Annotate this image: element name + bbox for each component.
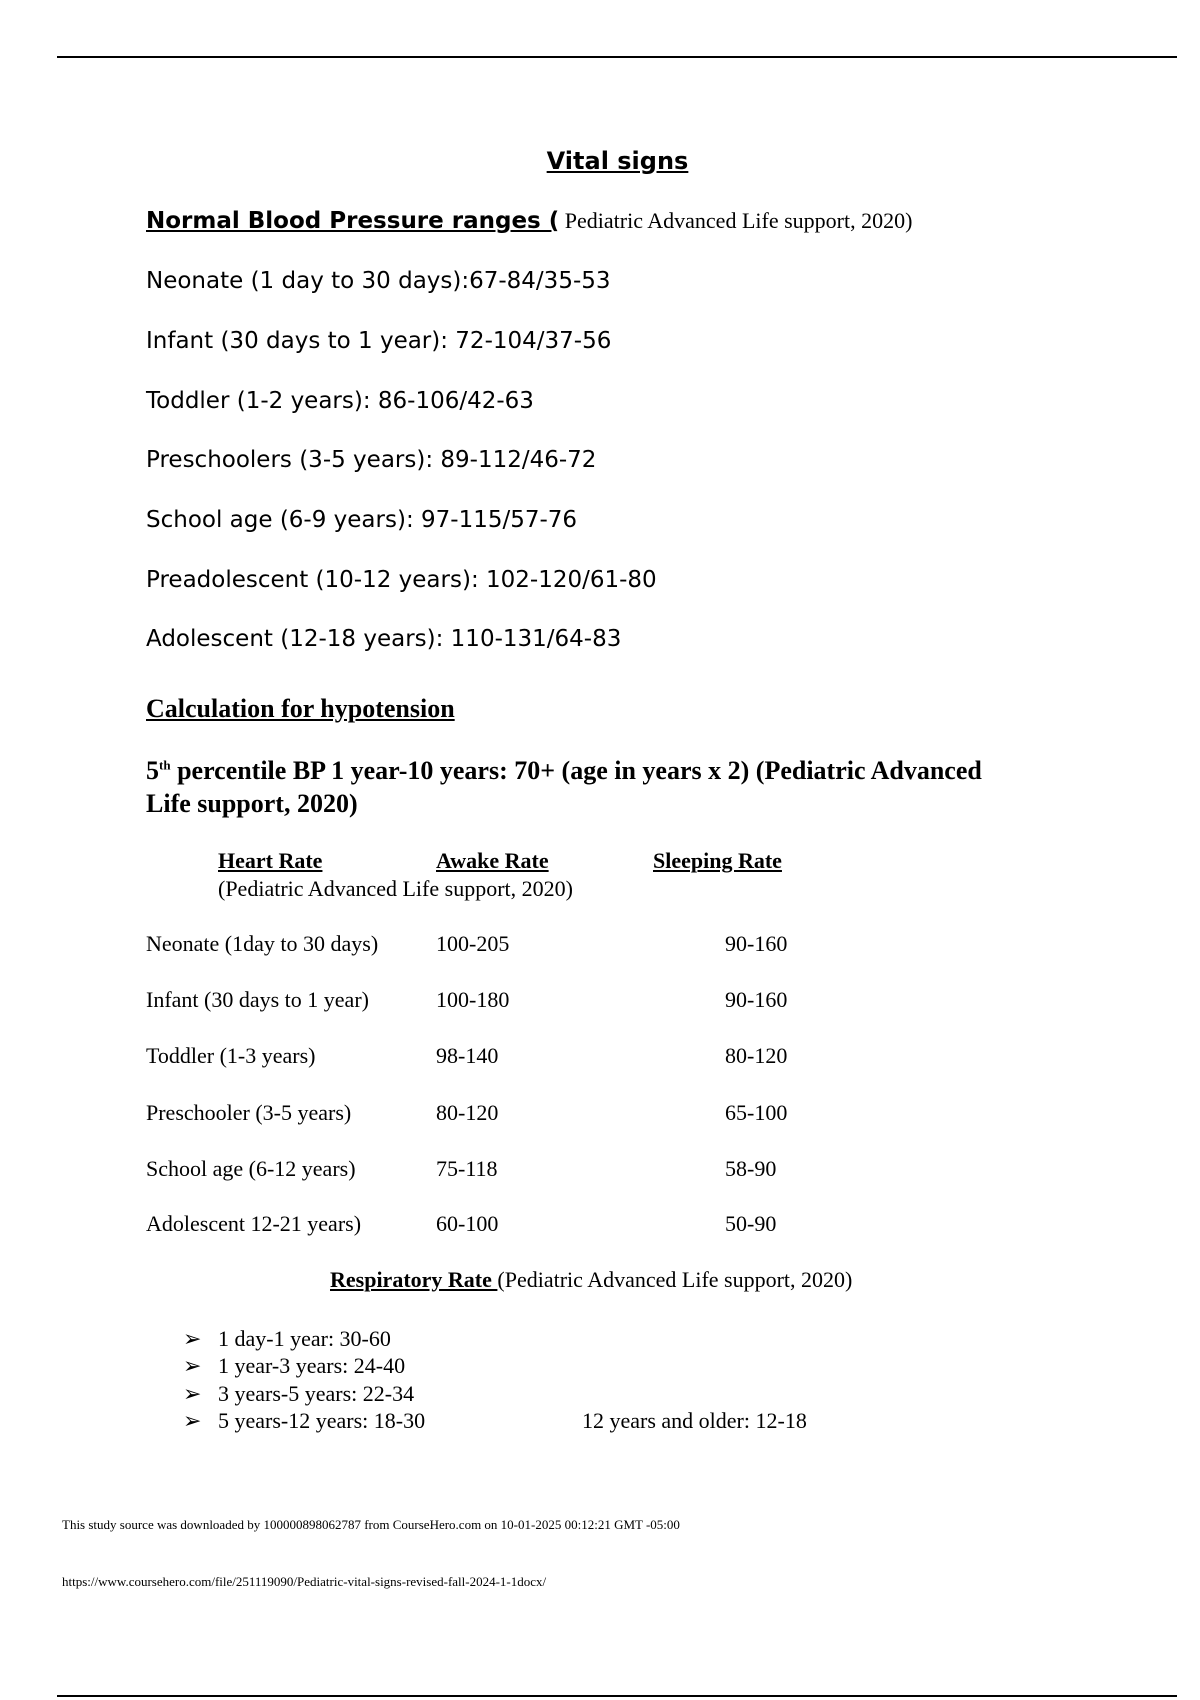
- download-note: This study source was downloaded by 100000898062787 from CourseHero.com on 10-01-2025 00:12:21 GMT -05:00: [62, 1517, 680, 1532]
- formula-superscript: th: [159, 757, 171, 773]
- formula-number: 5: [146, 756, 159, 785]
- bp-range-adolescent: Adolescent (12-18 years): 110-131/64-83: [146, 626, 622, 652]
- heart-rate-age: Toddler (1-3 years): [146, 1043, 316, 1068]
- bp-range-neonate: Neonate (1 day to 30 days):67-84/35-53: [146, 268, 611, 294]
- heart-rate-awake: 60-100: [436, 1211, 499, 1236]
- source-url[interactable]: https://www.coursehero.com/file/251119090/Pediatric-vital-signs-revised-fall-2024-1-1docx/: [62, 1574, 547, 1589]
- heart-rate-sleeping: 90-160: [725, 931, 788, 956]
- bp-range-infant: Infant (30 days to 1 year): 72-104/37-56: [146, 328, 612, 354]
- respiratory-item: 1 year-3 years: 24-40: [218, 1353, 406, 1378]
- bp-range-preschoolers: Preschoolers (3-5 years): 89-112/46-72: [146, 447, 597, 473]
- col-heading-sleeping-rate: Sleeping Rate: [653, 848, 782, 873]
- bp-heading: Normal Blood Pressure ranges (: [146, 208, 560, 234]
- formula-text: percentile BP 1 year-10 years: 70+ (age in years x 2) (Pediatric Advanced: [170, 756, 982, 785]
- col-heading-heart-rate: Heart Rate: [218, 848, 323, 873]
- page-title: Vital signs: [546, 147, 689, 175]
- respiratory-item: 3 years-5 years: 22-34: [218, 1381, 415, 1406]
- respiratory-heading: Respiratory Rate: [330, 1267, 498, 1292]
- heart-rate-awake: 98-140: [436, 1043, 499, 1068]
- respiratory-heading-line: [330, 1267, 852, 1293]
- heart-rate-sleeping: 65-100: [725, 1100, 788, 1125]
- heart-rate-age: Adolescent 12-21 years): [146, 1211, 362, 1236]
- bp-range-toddler: Toddler (1-2 years): 86-106/42-63: [146, 388, 534, 414]
- list-item: [183, 1353, 405, 1379]
- arrow-bullet-icon: ➢: [183, 1408, 202, 1433]
- respiratory-citation: (Pediatric Advanced Life support, 2020): [497, 1267, 853, 1292]
- heart-rate-age: Preschooler (3-5 years): [146, 1100, 352, 1125]
- bp-citation: Pediatric Advanced Life support, 2020): [559, 208, 913, 233]
- bottom-rule: [57, 1695, 1177, 1697]
- respiratory-item: 5 years-12 years: 18-30: [218, 1408, 426, 1433]
- list-item: [183, 1326, 391, 1352]
- bp-range-preadolescent: Preadolescent (10-12 years): 102-120/61-80: [146, 567, 657, 593]
- heart-rate-age: Neonate (1day to 30 days): [146, 931, 379, 956]
- heart-rate-age: Infant (30 days to 1 year): [146, 987, 369, 1012]
- heart-rate-awake: 75-118: [436, 1156, 498, 1181]
- respiratory-item: 1 day-1 year: 30-60: [218, 1326, 391, 1351]
- list-item: [183, 1408, 425, 1434]
- arrow-bullet-icon: ➢: [183, 1381, 202, 1406]
- heart-rate-sleeping: 50-90: [725, 1211, 777, 1236]
- respiratory-extra: 12 years and older: 12-18: [582, 1408, 807, 1433]
- heart-rate-awake: 100-205: [436, 931, 510, 956]
- heart-rate-sleeping: 58-90: [725, 1156, 777, 1181]
- list-item: [183, 1381, 414, 1407]
- bp-range-school-age: School age (6-9 years): 97-115/57-76: [146, 507, 578, 533]
- arrow-bullet-icon: ➢: [183, 1353, 202, 1378]
- heart-rate-age: School age (6-12 years): [146, 1156, 356, 1181]
- arrow-bullet-icon: ➢: [183, 1326, 202, 1351]
- heart-rate-awake: 80-120: [436, 1100, 499, 1125]
- heart-rate-citation: (Pediatric Advanced Life support, 2020): [218, 876, 573, 901]
- heart-rate-sleeping: 90-160: [725, 987, 788, 1012]
- top-rule: [57, 56, 1177, 58]
- hypotension-formula-line2: Life support, 2020): [146, 789, 358, 818]
- bp-heading-line: [146, 208, 912, 234]
- heart-rate-sleeping: 80-120: [725, 1043, 788, 1068]
- heart-rate-awake: 100-180: [436, 987, 510, 1012]
- col-heading-awake-rate: Awake Rate: [436, 848, 549, 873]
- hypotension-formula-line1: [146, 756, 982, 786]
- hypotension-heading: Calculation for hypotension: [146, 694, 455, 723]
